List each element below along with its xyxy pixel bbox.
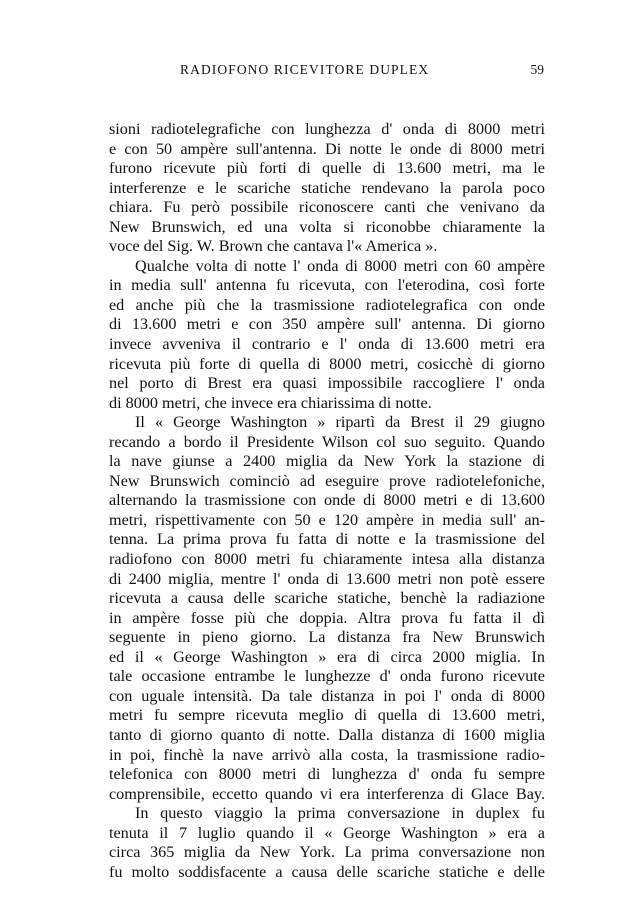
text-line: tanto di giorno quanto di notte. Dalla distanza di 1600 miglia [109,725,545,744]
text-line: seguente in pieno giorno. La distanza fra New Brunswich [109,628,545,647]
text-line: ed anche più che la trasmissione radiotelegrafica con onde [109,295,545,314]
body-text [109,120,545,882]
text-line: metri fu sempre ricevuta meglio di quella di 13.600 metri, [109,706,545,725]
text-line: radiofono con 8000 metri fu chiaramente intesa alla distanza [109,550,545,569]
text-line: chiara. Fu però possibile riconoscere canti che venivano da [109,198,545,217]
text-line: New Brunswich, ed una volta si riconobbe chiaramente la [109,217,545,236]
text-line: fu molto soddisfacente a causa delle scariche statiche e delle [109,862,545,881]
text-line: Qualche volta di notte l' onda di 8000 metri con 60 ampère [135,256,545,275]
text-line: circa 365 miglia da New York. La prima conversazione non [109,843,545,862]
text-line: ed il « George Washington » era di circa 2000 miglia. In [109,647,545,666]
text-line: e con 50 ampère sull'antenna. Di notte le onde di 8000 metri [109,139,545,158]
text-line: telefonica con 8000 metri di lunghezza d' onda fu sempre [109,765,545,784]
text-line: in media sull' antenna fu ricevuta, con l'eterodina, così forte [109,276,545,295]
page-number: 59 [530,62,544,77]
text-line: New Brunswich cominciò ad eseguire prove radiotelefoniche, [109,471,545,490]
text-line: sioni radiotelegrafiche con lunghezza d' onda di 8000 metri [109,120,545,138]
text-line: con uguale intensità. Da tale distanza in poi l' onda di 8000 [109,686,545,705]
text-line: ricevuta a causa delle scariche statiche, benchè la radiazione [109,589,545,608]
running-title: RADIOFONO RICEVITORE DUPLEX [180,62,430,77]
text-line: interferenze e le scariche statiche rendevano la parola poco [109,178,545,197]
text-line: furono ricevute più forti di quelle di 13.600 metri, ma le [109,159,545,178]
text-line: tenuta il 7 luglio quando il « George Washington » era a [109,823,545,842]
page-header [108,62,548,84]
text-line: alternando la trasmissione con onde di 8000 metri e di 13.600 [109,491,545,510]
text-line: nel porto di Brest era quasi impossibile raccogliere l' onda [109,374,545,393]
text-line: di 8000 metri, che invece era chiarissima di notte. [109,393,432,412]
text-line: metri, rispettivamente con 50 e 120 ampère in media sull' an- [109,510,545,529]
text-line: tenna. La prima prova fu fatta di notte e la trasmissione del [109,530,545,549]
text-line: recando a bordo il Presidente Wilson col suo seguito. Quando [109,432,545,451]
text-line: la nave giunse a 2400 miglia da New York la stazione di [109,452,545,471]
text-line: di 2400 miglia, mentre l' onda di 13.600 metri non potè essere [109,569,545,588]
text-line: ricevuta più forte di quella di 8000 metri, cosicchè di giorno [109,354,545,373]
text-line: di 13.600 metri e con 350 ampère sull' antenna. Di giorno [109,315,545,334]
text-line: invece avveniva il contrario e l' onda di 13.600 metri era [109,335,545,354]
text-line: In questo viaggio la prima conversazione in duplex fu [135,804,545,823]
text-line: in ampère fosse più che doppia. Altra prova fu fatta il dì [109,608,545,627]
text-line: in poi, finchè la nave arrivò alla costa, la trasmissione radio- [109,745,545,764]
text-line: tale occasione entrambe le lunghezze d' onda furono ricevute [109,667,545,686]
text-line: Il « George Washington » ripartì da Brest il 29 giugno [135,413,545,432]
text-line: comprensibile, eccetto quando vi era interferenza di Glace Bay. [109,784,545,803]
text-line: voce del Sig. W. Brown che cantava l'« America ». [109,237,438,256]
